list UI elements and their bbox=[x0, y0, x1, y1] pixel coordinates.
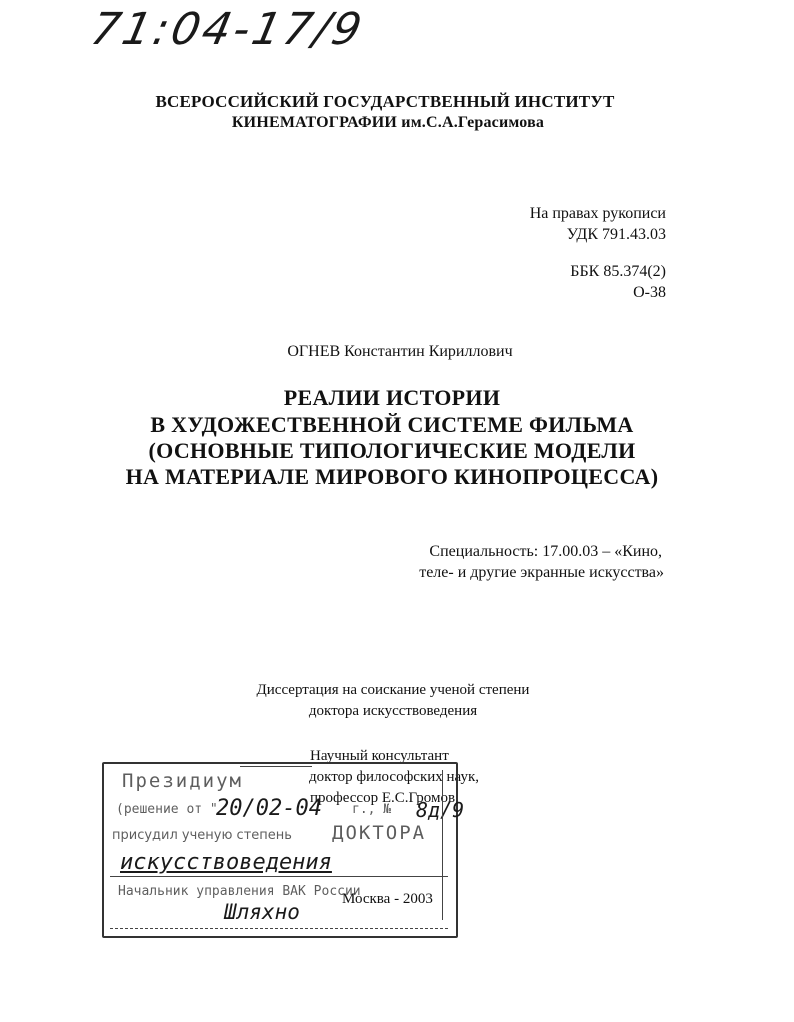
bbk-code: ББК 85.374(2) bbox=[570, 263, 666, 280]
stamp-awarded: присудил ученую степень bbox=[112, 828, 292, 843]
consultant-line3: профессор Е.С.Громов bbox=[310, 790, 456, 806]
stamp-handwritten-date: 20/02-04 bbox=[216, 796, 322, 821]
stamp-degree: ДОКТОРА bbox=[332, 822, 427, 844]
institute-name-line1: ВСЕРОССИЙСКИЙ ГОСУДАРСТВЕННЫЙ ИНСТИТУТ bbox=[155, 92, 615, 111]
consultant-line1: Научный консультант bbox=[310, 748, 449, 764]
author-mark-code: О-38 bbox=[633, 284, 666, 301]
vak-stamp bbox=[102, 762, 465, 938]
consultant-line2: доктор философских наук, bbox=[309, 769, 479, 785]
dissertation-line2: доктора искусствоведения bbox=[308, 703, 478, 719]
dissertation-line1: Диссертация на соискание ученой степени bbox=[256, 682, 530, 698]
stamp-rule bbox=[110, 876, 448, 877]
stamp-edge bbox=[442, 770, 443, 920]
title-line1: РЕАЛИИ ИСТОРИИ bbox=[283, 385, 501, 410]
stamp-head-title: Начальник управления ВАК России bbox=[118, 884, 361, 899]
stamp-handwritten-number: 8д/9 bbox=[416, 798, 465, 822]
stamp-decision-prefix: (решение от " bbox=[116, 802, 218, 817]
manuscript-rights: На правах рукописи bbox=[529, 205, 666, 222]
specialty-line1: Специальность: 17.00.03 – «Кино, bbox=[429, 543, 662, 560]
city-year: Москва - 2003 bbox=[342, 891, 433, 907]
author-name: ОГНЕВ Константин Кириллович bbox=[287, 343, 513, 360]
stamp-title: Президиум bbox=[122, 770, 243, 792]
udk-code: УДК 791.43.03 bbox=[566, 226, 666, 243]
title-line3: (ОСНОВНЫЕ ТИПОЛОГИЧЕСКИЕ МОДЕЛИ bbox=[148, 438, 636, 463]
stamp-number-prefix: г., № bbox=[352, 802, 392, 817]
specialty-line2: теле- и другие экранные искусства» bbox=[419, 564, 664, 581]
title-line4: НА МАТЕРИАЛЕ МИРОВОГО КИНОПРОЦЕССА) bbox=[125, 464, 659, 489]
institute-name-line2: КИНЕМАТОГРАФИИ им.С.А.Герасимова bbox=[231, 114, 545, 131]
stamp-handwritten-field: искусствоведения bbox=[120, 850, 332, 875]
stamp-rule bbox=[110, 928, 448, 929]
handwritten-shelfmark: 71:04-17/9 bbox=[86, 4, 369, 55]
title-line2: В ХУДОЖЕСТВЕННОЙ СИСТЕМЕ ФИЛЬМА bbox=[150, 412, 634, 437]
stamp-signature: Шляхно bbox=[224, 900, 300, 924]
